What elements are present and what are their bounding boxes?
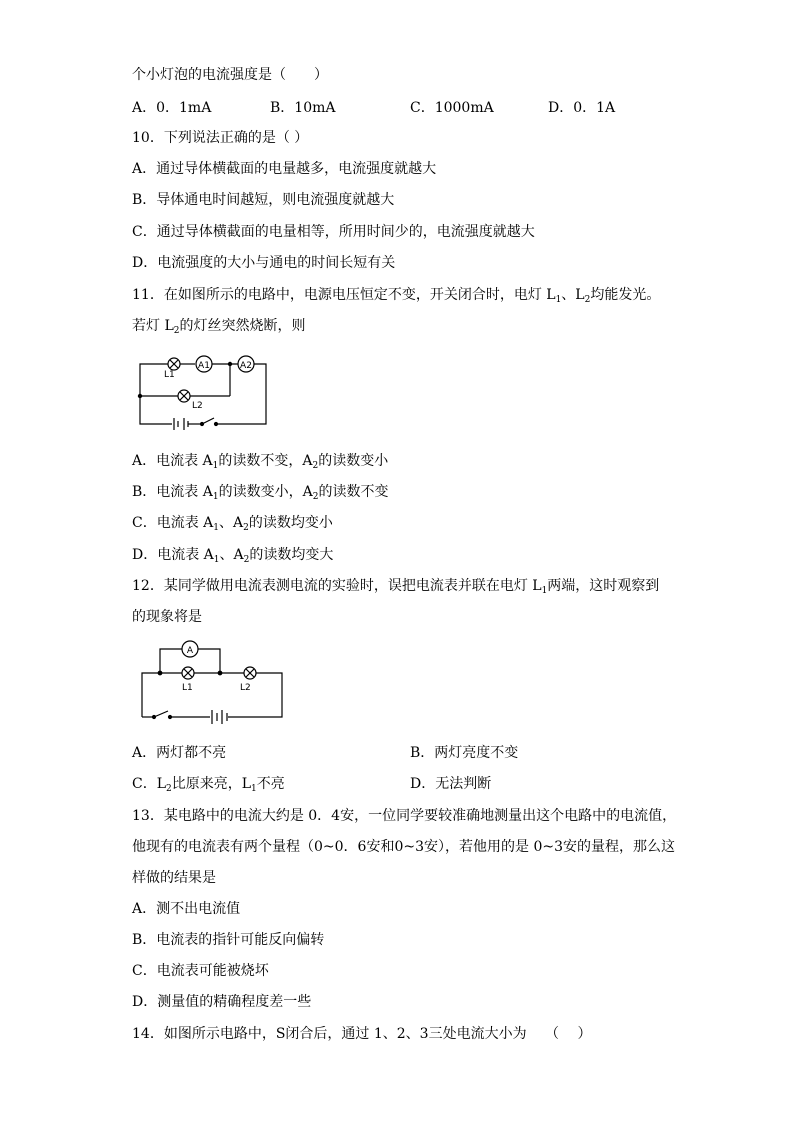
q12-circuit-diagram [132, 637, 292, 723]
q11-stem-line2: 若灯 $L_2$的灯丝突然烧断，则 [132, 318, 306, 336]
q12-lamp-l2-icon [244, 667, 256, 679]
q9-stem-tail: 个小灯泡的电流强度是（ ） [132, 67, 328, 83]
q12-battery-icon [212, 710, 227, 724]
q10-option-d: D．电流强度的大小与通电的时间长短有关 [132, 255, 396, 271]
q13-option-b: B．电流表的指针可能反向偏转 [132, 932, 325, 948]
q13-option-d: D．测量值的精确程度差一些 [132, 994, 312, 1010]
q10-option-b: B．导体通电时间越短，则电流强度就越大 [132, 192, 395, 208]
q13-option-a: A．测不出电流值 [132, 901, 241, 917]
q12-lamp-l1-icon [182, 667, 194, 679]
q13-stem-line2: 他现有的电流表有两个量程（0~0．6安和0~3安），若他用的是 0~3安的量程，那么这 [132, 839, 675, 855]
q12-stem-line2: 的现象将是 [132, 609, 202, 625]
q11-lamp-l1-label: L1 [164, 370, 175, 380]
q9-option-d: D．0．1A [548, 100, 616, 116]
q14-stem: 14．如图所示电路中，S闭合后，通过 1、2、3三处电流大小为 （ ） [132, 1026, 592, 1042]
q11-option-c: C．电流表 $A_1$、$A_2$的读数均变小 [132, 515, 333, 533]
q12-lamp-l1-label: L1 [182, 683, 193, 693]
q11-circuit-diagram [132, 350, 272, 438]
q12-stem-line1: 12．某同学做用电流表测电流的实验时，误把电流表并联在电灯 $L_1$两端，这时观察到 [132, 578, 660, 596]
q11-lamp-l2-label: L2 [192, 401, 203, 411]
q12-switch-icon [142, 711, 172, 719]
q13-stem-line3: 样做的结果是 [132, 870, 216, 886]
q11-option-a: A．电流表 $A_1$的读数不变，$A_2$的读数变小 [132, 453, 389, 471]
q11-meter-a1-label: A1 [198, 361, 210, 371]
q11-battery-icon [174, 418, 188, 430]
q9-option-a: A．0．1mA [132, 100, 212, 116]
q11-meter-a2-label: A2 [240, 361, 252, 371]
q11-option-b: B．电流表 $A_1$的读数变小，$A_2$的读数不变 [132, 484, 389, 502]
q9-option-b: B．10mA [270, 100, 336, 116]
q11-lamp-l1-icon [168, 358, 180, 370]
q10-stem: 10．下列说法正确的是（ ） [132, 130, 309, 146]
q12-option-d: D．无法判断 [410, 776, 492, 792]
q11-stem-line1: 11．在如图所示的电路中，电源电压恒定不变，开关闭合时，电灯 $L_1$、$L_2$均能发光。 [132, 287, 661, 305]
q9-option-c: C．1000mA [410, 100, 494, 116]
q12-option-c: C．$L_2$比原来亮，$L_1$不亮 [132, 776, 285, 794]
q11-switch-icon [201, 418, 218, 426]
q13-option-c: C．电流表可能被烧坏 [132, 963, 269, 979]
q12-meter-label: A [186, 646, 194, 656]
q10-option-a: A．通过导体横截面的电量越多，电流强度就越大 [132, 161, 437, 177]
q11-lamp-l2-icon [178, 390, 190, 402]
q12-option-b: B．两灯亮度不变 [410, 745, 519, 761]
q12-option-a: A．两灯都不亮 [132, 745, 227, 761]
q11-option-d: D．电流表 $A_1$、$A_2$的读数均变大 [132, 547, 334, 565]
q10-option-c: C．通过导体横截面的电量相等，所用时间少的，电流强度就越大 [132, 224, 535, 240]
q12-lamp-l2-label: L2 [240, 683, 251, 693]
q13-stem-line1: 13．某电路中的电流大约是 0．4安，一位同学要较准确地测量出这个电路中的电流值， [132, 808, 677, 824]
